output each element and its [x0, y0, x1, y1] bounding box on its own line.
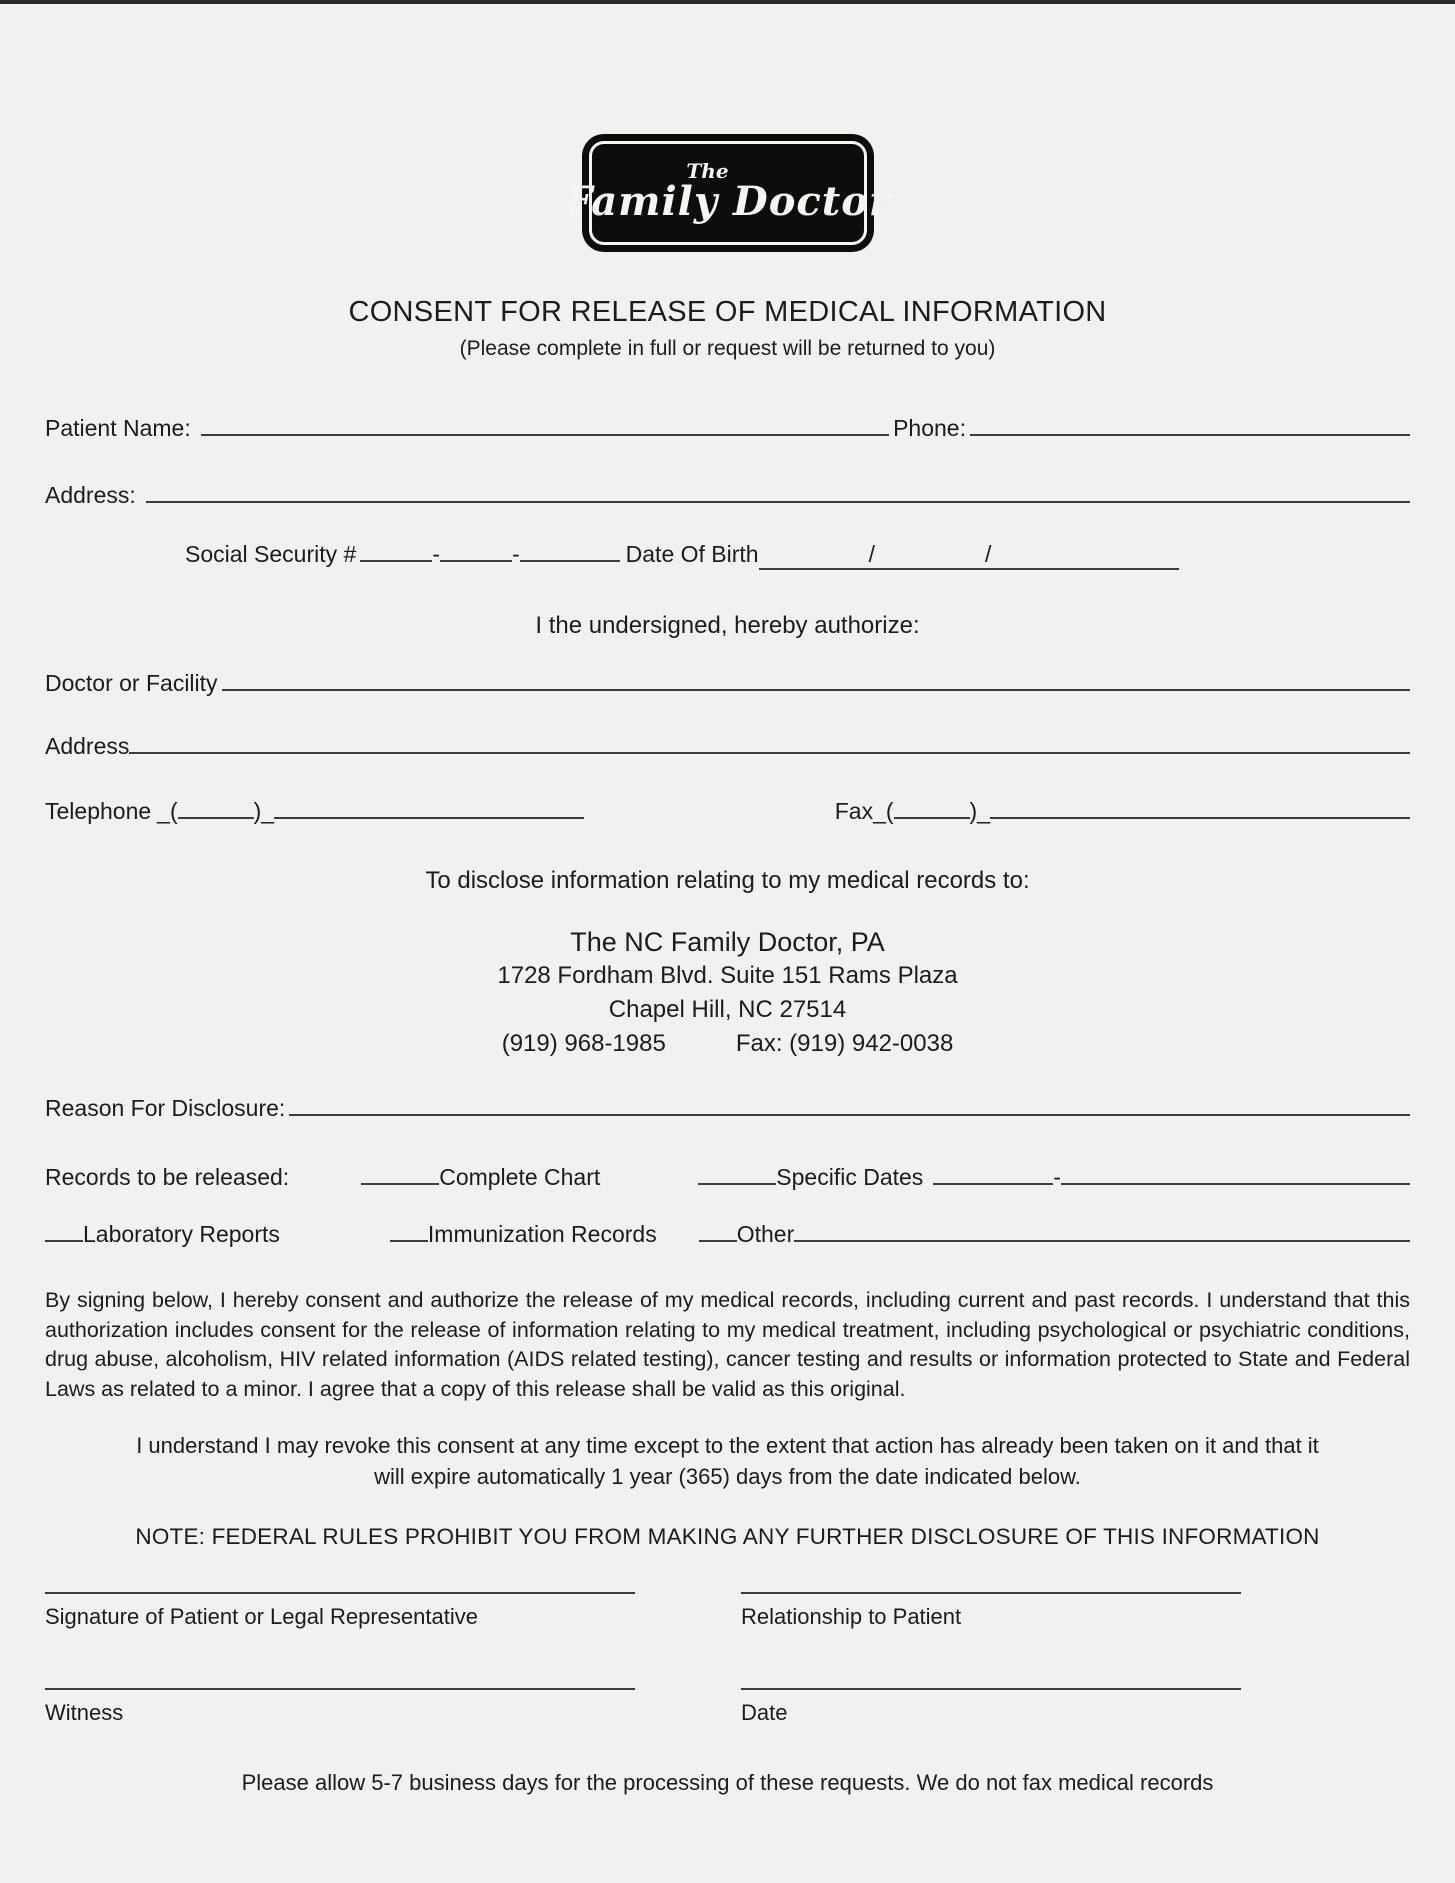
dob-field[interactable]: [759, 541, 1179, 570]
ssn-field-1[interactable]: [360, 555, 432, 562]
dob-slash-1: /: [868, 541, 875, 567]
other-label: Other: [736, 1221, 795, 1247]
complete-chart-label: Complete Chart: [439, 1164, 601, 1190]
telephone-fax-row: [45, 798, 1410, 825]
clinic-name: The NC Family Doctor, PA: [570, 927, 885, 957]
patient-name-row: [45, 415, 1410, 442]
doctor-facility-field[interactable]: [222, 684, 1410, 691]
laboratory-reports-label: Laboratory Reports: [83, 1221, 280, 1247]
other-field[interactable]: [794, 1235, 1410, 1242]
reason-row: [45, 1095, 1410, 1122]
records-label: Records to be released:: [45, 1164, 290, 1190]
signature-section: [45, 1592, 1410, 1630]
clinic-address-line2: Chapel Hill, NC 27514: [608, 996, 847, 1023]
signature-label: Signature of Patient or Legal Representative: [45, 1604, 478, 1629]
doctor-facility-label: Doctor or Facility: [45, 670, 218, 696]
facility-address-field[interactable]: [129, 747, 1410, 754]
logo-the-text: The: [686, 159, 729, 183]
records-row: [45, 1164, 1410, 1191]
federal-rules-note: NOTE: FEDERAL RULES PROHIBIT YOU FROM MAKING ANY FURTHER DISCLOSURE OF THIS INFORMATION: [135, 1524, 1320, 1549]
ssn-dash-1: -: [432, 541, 440, 567]
witness-line[interactable]: [45, 1688, 635, 1690]
page-subtitle: (Please complete in full or request will be returned to you): [459, 337, 996, 360]
ssn-field-3[interactable]: [520, 555, 620, 562]
telephone-area-field[interactable]: [178, 812, 254, 819]
facility-address-label: Address: [45, 733, 130, 759]
specific-dates-dash: -: [1053, 1164, 1061, 1190]
fax-paren-open: _(: [873, 798, 894, 824]
processing-note: Please allow 5-7 business days for the processing of these requests. We do not fax medical records: [241, 1770, 1214, 1795]
logo-name-text: Family Doctor: [564, 178, 891, 225]
witness-section: [45, 1688, 1410, 1726]
phone-field[interactable]: [970, 429, 1410, 436]
family-doctor-logo: [564, 134, 891, 252]
fax-paren-close: )_: [969, 798, 990, 824]
clinic-fax: Fax: (919) 942-0038: [735, 1030, 954, 1057]
ssn-dash-2: -: [511, 541, 520, 567]
reason-label: Reason For Disclosure:: [45, 1095, 286, 1121]
clinic-address-line1: 1728 Fordham Blvd. Suite 151 Rams Plaza: [497, 962, 958, 989]
ssn-dob-row: [45, 541, 1410, 570]
specific-dates-from-field[interactable]: [933, 1178, 1053, 1185]
phone-label: Phone:: [893, 415, 966, 441]
telephone-number-field[interactable]: [274, 812, 584, 819]
signature-line[interactable]: [45, 1592, 635, 1594]
ssn-field-2[interactable]: [440, 555, 512, 562]
patient-name-label: Patient Name:: [45, 415, 191, 441]
witness-label: Witness: [45, 1700, 124, 1725]
record-types-row: [45, 1221, 1410, 1248]
dob-slash-2: /: [984, 541, 992, 567]
telephone-paren-open: _(: [157, 798, 178, 824]
dob-label: Date Of Birth: [625, 541, 759, 567]
fax-number-field[interactable]: [990, 812, 1410, 819]
disclose-heading: To disclose information relating to my medical records to:: [425, 867, 1030, 894]
date-line[interactable]: [741, 1688, 1241, 1690]
telephone-paren-close: )_: [253, 798, 275, 824]
relationship-label: Relationship to Patient: [741, 1604, 962, 1629]
logo-inner-frame: [564, 141, 891, 245]
fax-area-field[interactable]: [894, 812, 970, 819]
reason-field[interactable]: [289, 1109, 1410, 1116]
specific-dates-to-field[interactable]: [1061, 1178, 1410, 1185]
authorize-heading: I the undersigned, hereby authorize:: [535, 612, 920, 639]
patient-address-label: Address:: [45, 482, 136, 508]
date-label: Date: [741, 1700, 788, 1725]
complete-chart-field[interactable]: [361, 1178, 439, 1185]
specific-dates-label: Specific Dates: [776, 1164, 924, 1190]
patient-address-row: [45, 482, 1410, 509]
patient-address-field[interactable]: [146, 496, 1410, 503]
facility-address-row: [45, 733, 1410, 760]
doctor-facility-row: [45, 670, 1410, 697]
specific-dates-field[interactable]: [698, 1178, 776, 1185]
immunization-records-label: Immunization Records: [427, 1221, 657, 1247]
revoke-paragraph: I understand I may revoke this consent at any time except to the extent that action has already been taken on it and that it will expire automatically 1 year (365) days from the date indicated below.: [136, 1433, 1319, 1489]
consent-paragraph: By signing below, I hereby consent and authorize the release of my medical records, including current and past records. I understand that this authorization includes consent for the release of information relating to my medical treatment, including psychological or psychiatric conditions, drug abuse, alcoholism, HIV related information (AIDS related testing), cancer testing and results or information protected to State and Federal Laws as related to a minor. I agree that a copy of this release shall be valid as this original.: [45, 1288, 1410, 1401]
fax-label: Fax: [834, 798, 874, 824]
other-field-check[interactable]: [699, 1235, 737, 1242]
laboratory-reports-field[interactable]: [45, 1235, 83, 1242]
clinic-block: [45, 925, 1410, 1061]
scan-top-edge: [0, 0, 1455, 4]
clinic-phone: (919) 968-1985: [501, 1030, 666, 1057]
page-title: CONSENT FOR RELEASE OF MEDICAL INFORMATION: [348, 296, 1107, 328]
ssn-label: Social Security #: [185, 541, 357, 567]
telephone-label: Telephone: [45, 798, 152, 824]
relationship-line[interactable]: [741, 1592, 1241, 1594]
immunization-records-field[interactable]: [390, 1235, 428, 1242]
patient-name-field[interactable]: [201, 429, 889, 436]
